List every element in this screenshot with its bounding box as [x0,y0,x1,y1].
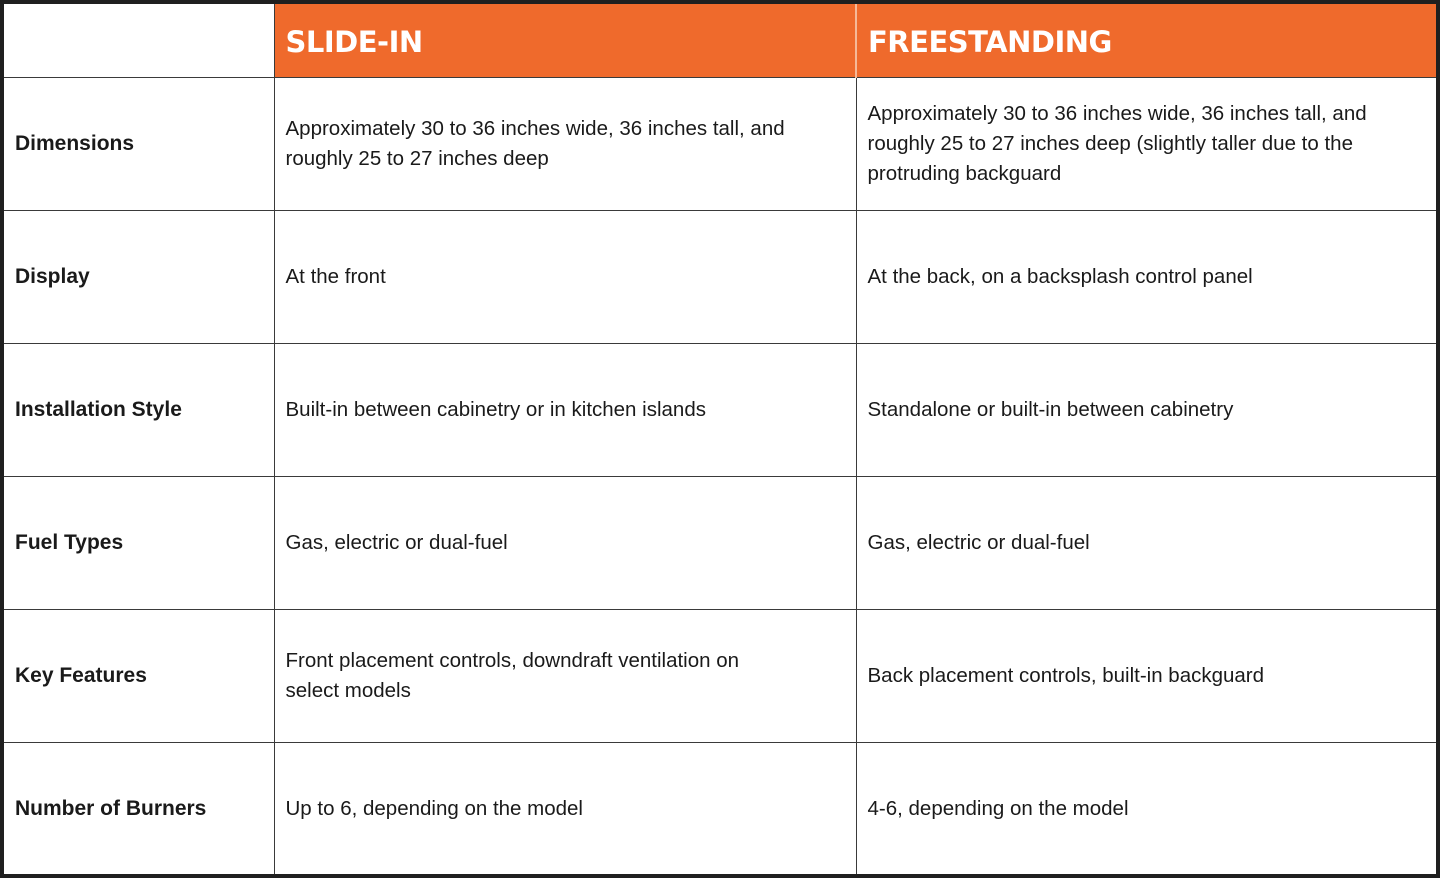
table-row [4,610,1436,743]
cell-slide-in-installation-style: Built-in between cabinetry or in kitchen islands [274,343,856,476]
table-row [4,743,1436,874]
column-header-slide-in: SLIDE-IN [274,4,856,77]
row-label-dimensions: Dimensions [4,77,274,210]
row-label-key-features: Key Features [4,610,274,743]
row-label-fuel-types: Fuel Types [4,476,274,609]
table-row [4,343,1436,476]
row-label-display: Display [4,210,274,343]
row-label-installation-style: Installation Style [4,343,274,476]
cell-freestanding-installation-style: Standalone or built-in between cabinetry [856,343,1436,476]
cell-freestanding-dimensions: Approximately 30 to 36 inches wide, 36 inches tall, and roughly 25 to 27 inches deep (slightly taller due to the protruding backguard [856,77,1436,210]
cell-slide-in-fuel-types: Gas, electric or dual-fuel [274,476,856,609]
corner-cell [4,4,274,77]
cell-slide-in-display: At the front [274,210,856,343]
comparison-table [4,4,1436,874]
column-header-freestanding: FREESTANDING [856,4,1436,77]
cell-freestanding-key-features: Back placement controls, built-in backguard [856,610,1436,743]
cell-freestanding-fuel-types: Gas, electric or dual-fuel [856,476,1436,609]
cell-slide-in-number-of-burners: Up to 6, depending on the model [274,743,856,874]
header-row [4,4,1436,77]
cell-slide-in-dimensions: Approximately 30 to 36 inches wide, 36 inches tall, and roughly 25 to 27 inches deep [274,77,856,210]
row-label-number-of-burners: Number of Burners [4,743,274,874]
table-row [4,77,1436,210]
cell-freestanding-display: At the back, on a backsplash control panel [856,210,1436,343]
cell-freestanding-number-of-burners: 4-6, depending on the model [856,743,1436,874]
cell-slide-in-key-features: Front placement controls, downdraft ventilation on select models [274,610,856,743]
table-row [4,476,1436,609]
table-row [4,210,1436,343]
